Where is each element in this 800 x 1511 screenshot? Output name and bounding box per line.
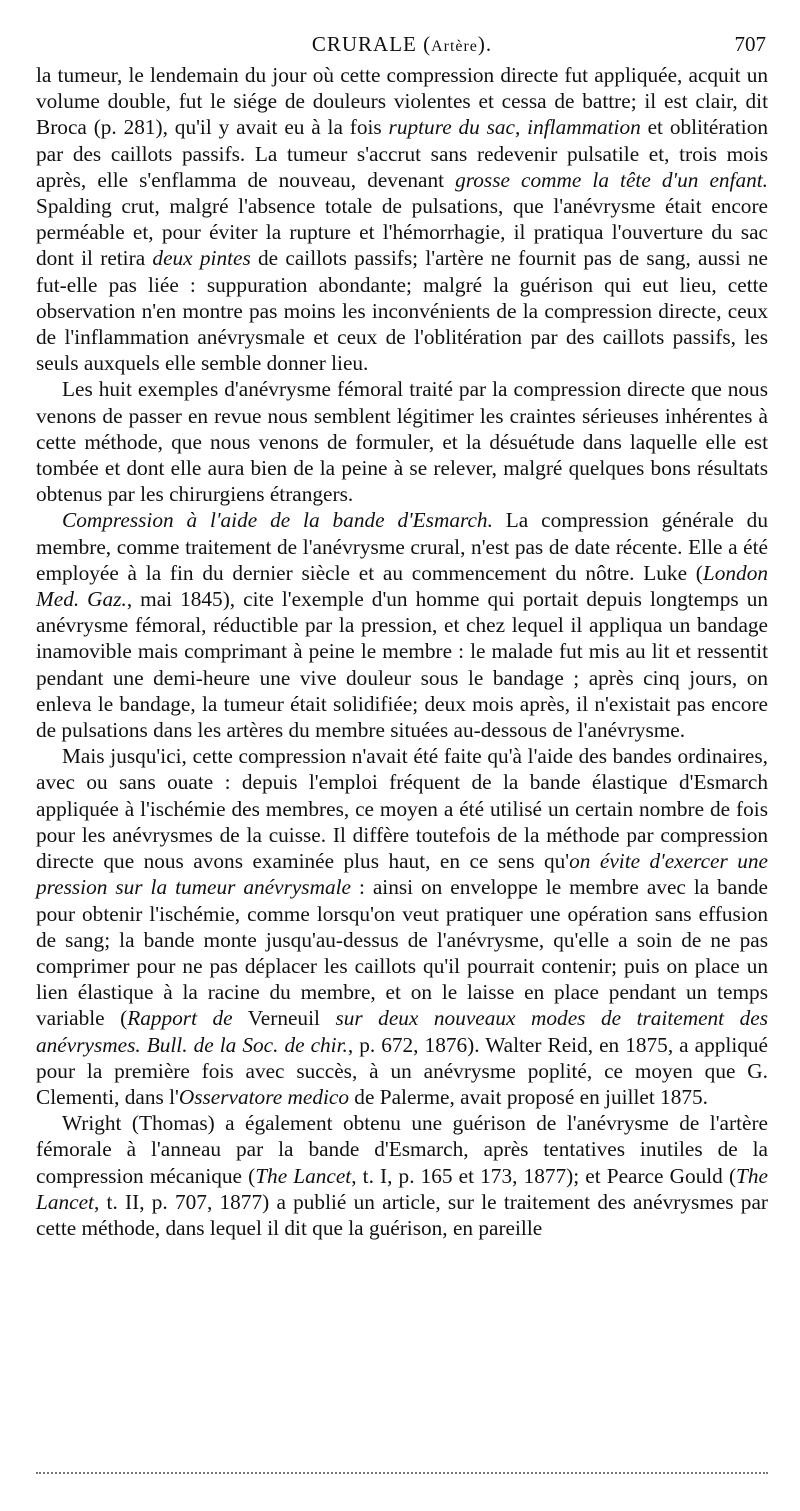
text-run: , t. I, p. 165 et 173, 1877); et Pearce Gould ( bbox=[351, 1163, 737, 1188]
text-run: : ainsi on enveloppe le membre avec la bande pour obtenir l'ischémie, comme lorsqu'on veut pratiquer une opération sans effusion de sang; la bande monte jusqu'au-dessus de l'anévrysme, qu'elle a soin de ne pas comprimer pour ne pas déplacer les caillots qu'il pourrait contenir; puis on place un lien élastique à la racine du membre, et on le laisse en place pendant un temps variable ( bbox=[36, 875, 768, 1031]
running-title-subtitle: Artère bbox=[431, 38, 478, 55]
italic-text: Osservatore medico bbox=[178, 1084, 349, 1109]
text-run: la tumeur, le lendemain du jour où cette compression directe fut appliquée, acquit un volume double, fut le siége de douleurs violentes et cessa de battre; il est clair, dit Broca (p. 281), qu'il y avait eu à la fois bbox=[36, 63, 768, 140]
text-run: Spalding crut, malgré l'absence totale de pulsations, que l'anévrysme était encore perméable et, pour éviter la rupture et l'hémorrhagie, il pratiqua l'ouverture du sac dont il retira bbox=[36, 194, 768, 271]
text-run: La compression générale du membre, comme traitement de l'anévrysme crural, n'est pas de date récente. Elle a été employée à la fin du dernier siècle et au commencement du nôtre. Luke ( bbox=[36, 508, 768, 585]
text-run: Wright (Thomas) a également obtenu une guérison de l'anévrysme de l'artère fémorale à l'anneau par la bande d'Esmarch, après tentatives inutiles de la compression mécanique ( bbox=[36, 1111, 768, 1188]
paragraph bbox=[36, 1110, 768, 1241]
text-run: Verneuil bbox=[232, 1006, 336, 1031]
page bbox=[36, 28, 768, 1241]
italic-text: grosse comme la tête d'un enfant. bbox=[455, 167, 768, 192]
text-run: de caillots passifs; l'artère ne fournit pas de sang, aussi ne fut-elle pas liée : suppuration abondante; malgré la guérison qui eut lieu, cette observation n'en montre pas moins les inconvénients de la compression directe, ceux de l'inflammation anévrysmale et ceux de l'oblitération par des caillots passifs, les seuls auxquels elle semble donner lieu. bbox=[36, 246, 768, 376]
text-run: Mais jusqu'ici, cette compression n'avait été faite qu'à l'aide des bandes ordinaires, avec ou sans ouate : depuis l'emploi fréquent de la bande élastique d'Esmarch appliquée à l'ischémie des membres, ce moyen a été utilisé un certain nombre de fois pour les anévrysmes de la cuisse. Il diffère toutefois de la méthode par compression directe que nous avons examinée plus haut, en ce sens qu' bbox=[36, 744, 768, 874]
italic-text: deux pintes bbox=[152, 246, 251, 271]
text-run: de Palerme, avait proposé en juillet 1875. bbox=[348, 1084, 708, 1109]
text-run: , mai 1845), cite l'exemple d'un homme qui portait depuis longtemps un anévrysme fémoral, réductible par la pression, et chez lequel il appliqua un bandage inamovible mais comprimant à peine le membre : le malade fut mis au lit et ressentit pendant une demi-heure une vive douleur sous le bandage ; après cinq jours, on enleva le bandage, la tumeur était solidifiée; deux mois après, il n'existait pas encore de pulsations dans les artères du membre situées au-dessous de l'anévrysme. bbox=[36, 587, 768, 743]
page-number: 707 bbox=[734, 32, 766, 56]
running-title-paren-close: ). bbox=[477, 32, 493, 56]
text-run: , t. II, p. 707, 1877) a publié un article, sur le traitement des anévrysmes par cette méthode, dans lequel il dit que la guérison, en pareille bbox=[36, 1189, 768, 1240]
running-title-paren-open: ( bbox=[423, 32, 432, 56]
footer-divider bbox=[36, 1472, 768, 1474]
italic-text: The Lancet bbox=[36, 1163, 768, 1214]
running-title bbox=[36, 32, 768, 57]
text-run: , p. 672, 1876). Walter Reid, en 1875, a appliqué pour la première fois avec succès, à un anévrysme poplité, ce moyen que G. Clementi, dans l' bbox=[36, 1032, 769, 1109]
italic-text: sur deux nouveaux modes de traitement des anévrysmes. Bull. de la Soc. de chir. bbox=[36, 1006, 769, 1057]
italic-text: Compression à l'aide de la bande d'Esmarch. bbox=[62, 508, 493, 533]
paragraph bbox=[36, 743, 768, 1110]
italic-text: on évite d'exercer une pression sur la tumeur anévrysmale bbox=[36, 849, 768, 900]
text-run: Les huit exemples d'anévrysme fémoral traité par la compression directe que nous venons de passer en revue nous semblent légitimer les craintes sérieuses inhérentes à cette méthode, que nous venons de formuler, et la désuétude dans laquelle elle est tombée et dont elle aura bien de la peine à se relever, malgré quelques bons résultats obtenus par les chirurgiens étrangers. bbox=[36, 377, 768, 507]
running-title-main: CRURALE bbox=[311, 32, 417, 56]
italic-text: rupture du sac, inflammation bbox=[388, 115, 641, 140]
paragraph bbox=[36, 376, 768, 507]
text-run: et oblitération par des caillots passifs. La tumeur s'accrut sans redevenir pulsatile et, trois mois après, elle s'enflamma de nouveau, devenant bbox=[36, 115, 768, 192]
paragraph bbox=[36, 62, 768, 376]
italic-text: Rapport de bbox=[127, 1006, 233, 1031]
italic-text: London Med. Gaz. bbox=[36, 560, 768, 612]
running-header bbox=[36, 28, 768, 62]
italic-text: The Lancet bbox=[255, 1163, 352, 1188]
paragraph bbox=[36, 507, 768, 743]
body-text bbox=[36, 62, 768, 1241]
